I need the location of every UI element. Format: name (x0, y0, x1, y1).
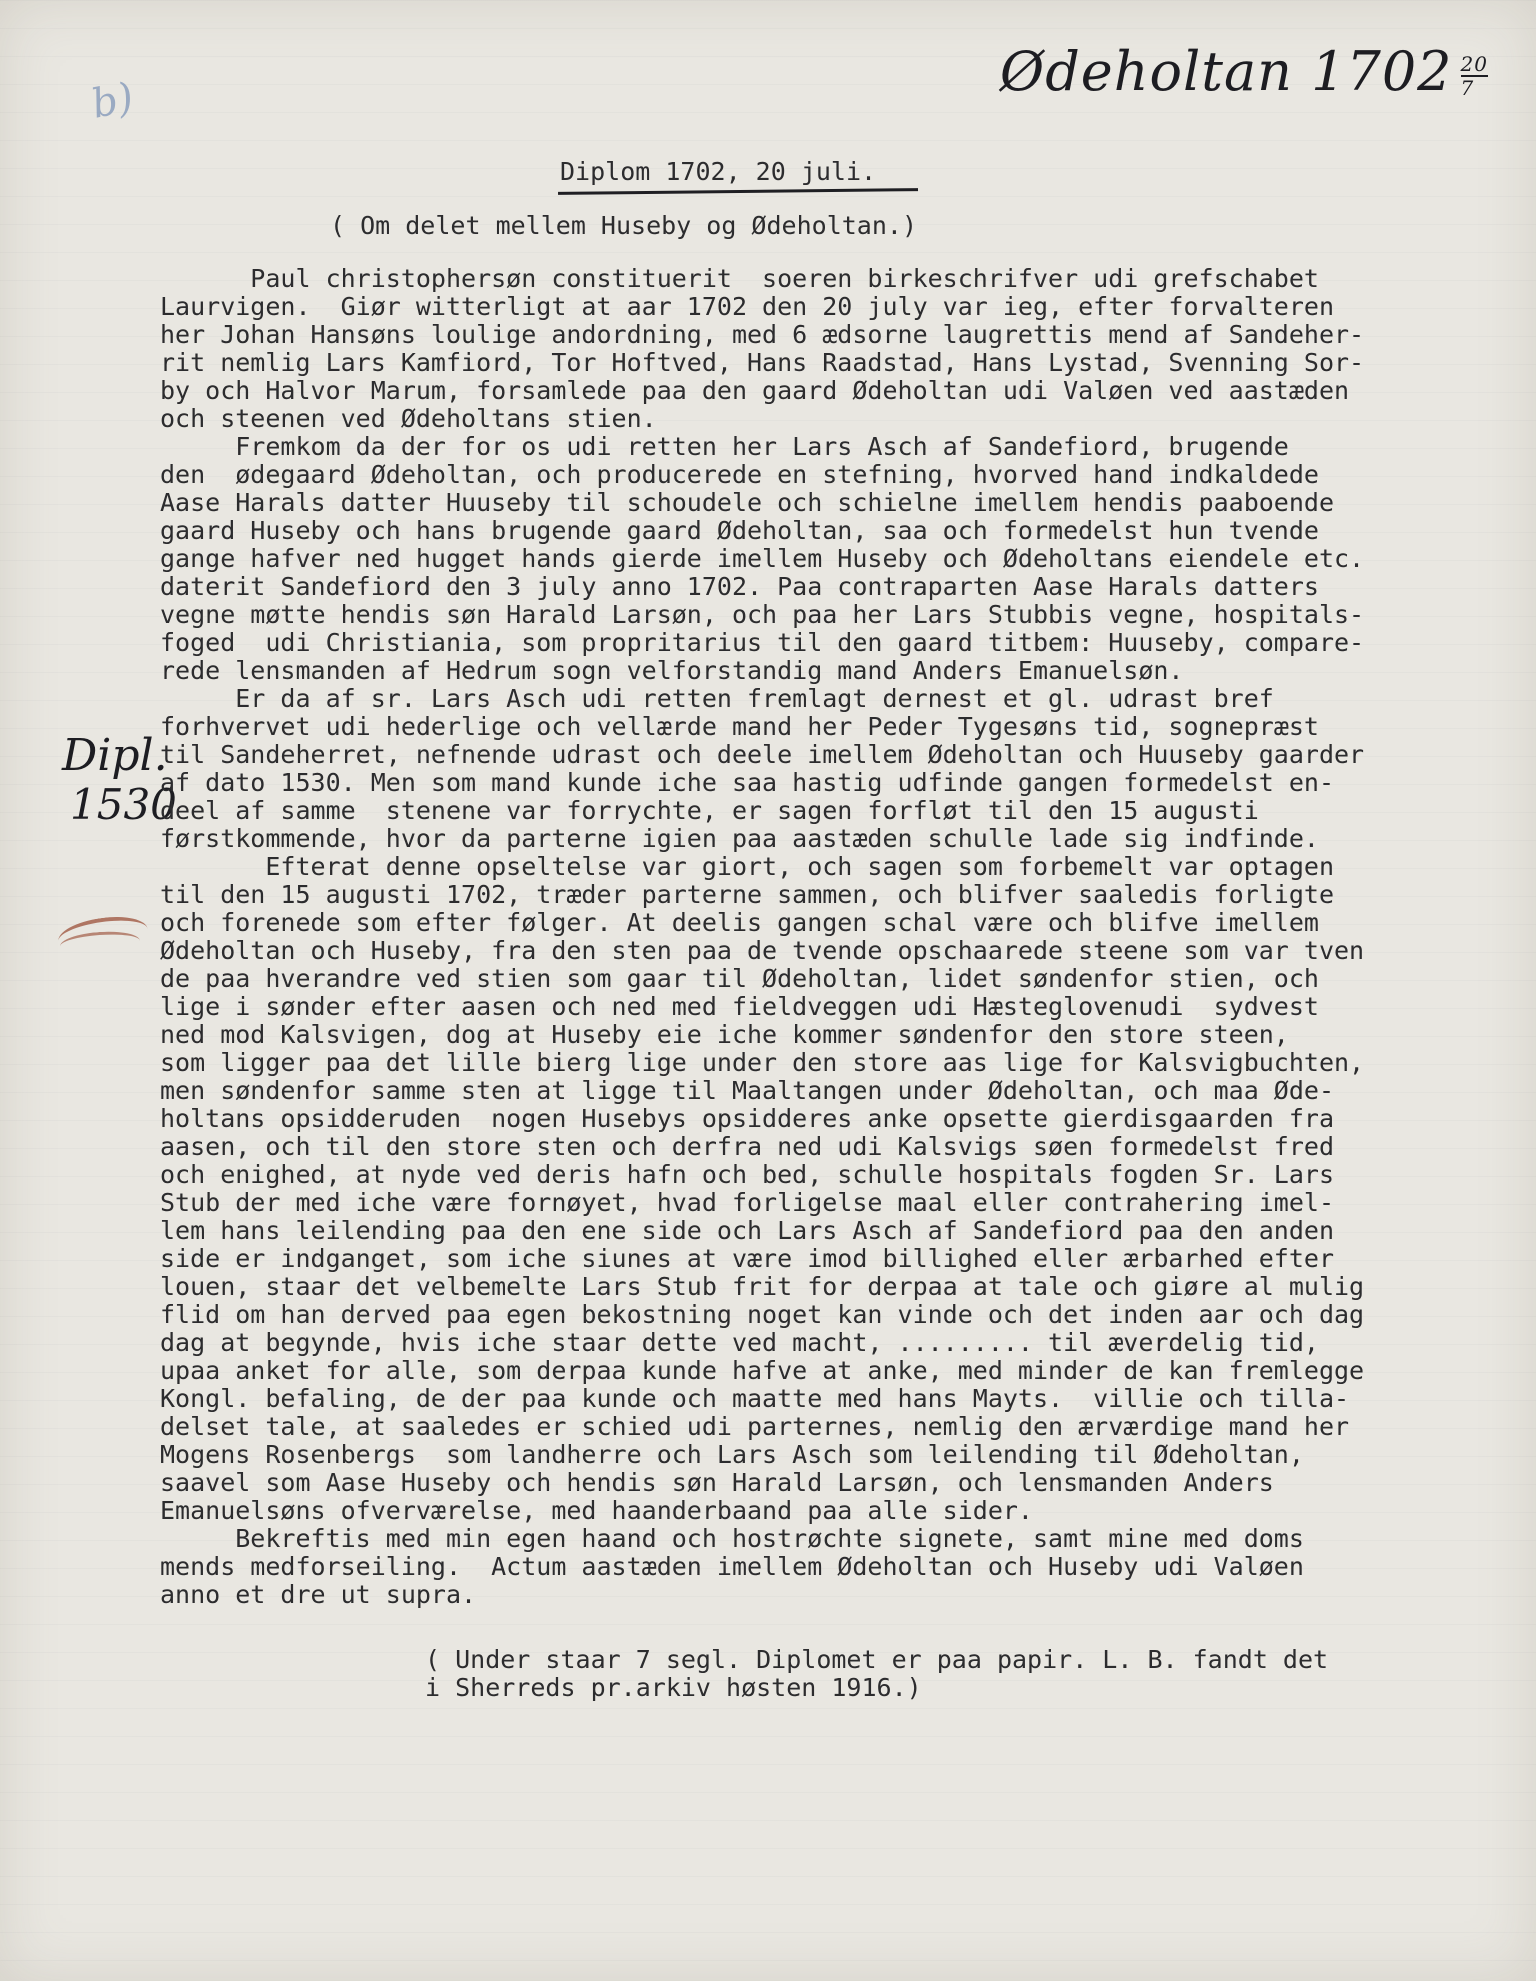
margin-note-year: 1530 (70, 780, 177, 829)
body-text-line: delset tale, at saaledes er schied udi parternes, nemlig den ærværdige mand her (160, 1412, 1350, 1441)
body-text-line: lige i sønder efter aasen och ned med fieldveggen udi Hæsteglovenudi sydvest (160, 992, 1319, 1021)
body-text-line: ned mod Kalsvigen, dog at Huseby eie iche kommer søndenfor den store steen, (160, 1020, 1289, 1049)
corner-note-text: Ødeholtan 1702 (999, 40, 1453, 103)
body-text-line: gaard Huseby och hans brugende gaard Ødeholtan, saa och formedelst hun tvende (160, 516, 1319, 545)
footer-text-line: i Sherreds pr.arkiv høsten 1916.) (425, 1673, 922, 1702)
body-text-line: daterit Sandefiord den 3 july anno 1702. Paa contraparten Aase Harals datters (160, 572, 1319, 601)
body-text-line: Emanuelsøns ofverværelse, med haanderbaand paa alle sider. (160, 1496, 1033, 1525)
body-text-line: side er indganget, som iche siunes at være imod billighed eller ærbarhed efter (160, 1244, 1334, 1273)
body-text-line: Fremkom da der for os udi retten her Lars Asch af Sandefiord, brugende (160, 432, 1289, 461)
body-text-line: saavel som Aase Huseby och hendis søn Harald Larsøn, och lensmanden Anders (160, 1468, 1274, 1497)
body-text-line: deel af samme stenene var forrychte, er sagen forfløt til den 15 augusti (160, 796, 1259, 825)
body-text-line: af dato 1530. Men som mand kunde iche saa hastig udfinde gangen formedelst en- (160, 768, 1334, 797)
body-text-line: och enighed, at nyde ved deris hafn och bed, schulle hospitals fogden Sr. Lars (160, 1160, 1334, 1189)
margin-note-dipl: Dipl. (62, 730, 168, 781)
body-text-line: førstkommende, hvor da parterne igien paa aastæden schulle lade sig indfinde. (160, 824, 1319, 853)
body-text-line: de paa hverandre ved stien som gaar til Ødeholtan, lidet søndenfor stien, och (160, 964, 1319, 993)
body-text-line: och steenen ved Ødeholtans stien. (160, 404, 657, 433)
body-text-line: Stub der med iche være fornøyet, hvad forligelse maal eller contrahering imel- (160, 1188, 1334, 1217)
body-text-line: Laurvigen. Giør witterligt at aar 1702 den 20 july var ieg, efter forvalteren (160, 292, 1334, 321)
body-text-line: aasen, och til den store sten och derfra ned udi Kalsvigs søen formedelst fred (160, 1132, 1334, 1161)
blue-pencil-mark: b) (87, 74, 138, 128)
document-body (160, 265, 1520, 1609)
body-text-line: Aase Harals datter Huuseby til schoudele och schielne imellem hendis paaboende (160, 488, 1334, 517)
body-text-line: den ødegaard Ødeholtan, och producerede en stefning, hvorved hand indkaldede (160, 460, 1319, 489)
handwritten-corner-note (1000, 40, 1488, 103)
body-text-line: som ligger paa det lille bierg lige under den store aas lige for Kalsvigbuchten, (160, 1048, 1365, 1077)
footer-text-line: ( Under staar 7 segl. Diplomet er paa papir. L. B. fandt det (425, 1645, 1329, 1674)
body-text-line: flid om han derved paa egen bekostning noget kan vinde och det inden aar och dag (160, 1300, 1365, 1329)
body-text-line: by och Halvor Marum, forsamlede paa den gaard Ødeholtan udi Valøen ved aastæden (160, 376, 1350, 405)
body-text-line: til den 15 augusti 1702, træder parterne sammen, och blifver saaledis forligte (160, 880, 1334, 909)
body-text-line: Mogens Rosenbergs som landherre och Lars Asch som leilending til Ødeholtan, (160, 1440, 1304, 1469)
body-text-line: her Johan Hansøns loulige andordning, med 6 ædsorne laugrettis mend af Sandeher- (160, 320, 1365, 349)
document-footer-note (425, 1646, 1525, 1702)
body-text-line: holtans opsidderuden nogen Husebys opsidderes anke opsette gierdisgaarden fra (160, 1104, 1334, 1133)
body-text-line: vegne møtte hendis søn Harald Larsøn, och paa her Lars Stubbis vegne, hospitals- (160, 600, 1365, 629)
body-text-line: mends medforseiling. Actum aastæden imellem Ødeholtan och Huseby udi Valøen (160, 1552, 1304, 1581)
body-text-line: forhvervet udi hederlige och vellærde mand her Peder Tygesøns tid, sognepræst (160, 712, 1319, 741)
body-text-line: rede lensmanden af Hedrum sogn velforstandig mand Anders Emanuelsøn. (160, 656, 1184, 685)
body-text-line: och forenede som efter følger. At deelis gangen schal være och blifve imellem (160, 908, 1319, 937)
body-text-line: Er da af sr. Lars Asch udi retten fremlagt dernest et gl. udrast bref (160, 684, 1274, 713)
body-text-line: foged udi Christiania, som propritarius til den gaard titbem: Huuseby, compare- (160, 628, 1365, 657)
corner-date-fraction: $\frac{20}{7}$ (1460, 52, 1488, 100)
body-text-line: gange hafver ned hugget hands gierde imellem Huseby och Ødeholtans eiendele etc. (160, 544, 1365, 573)
body-text-line: louen, staar det velbemelte Lars Stub frit for derpaa at tale och giøre al mulig (160, 1272, 1365, 1301)
body-text-line: Efterat denne opseltelse var giort, och sagen som forbemelt var optagen (160, 852, 1334, 881)
body-text-line: til Sandeherret, nefnende udrast och deele imellem Ødeholtan och Huuseby gaarder (160, 740, 1365, 769)
document-subtitle: ( Om delet mellem Huseby og Ødeholtan.) (330, 211, 917, 240)
document-title: Diplom 1702, 20 juli. (560, 157, 877, 186)
body-text-line: dag at begynde, hvis iche staar dette ved macht, ......... til æverdelig tid, (160, 1328, 1319, 1357)
body-text-line: anno et dre ut supra. (160, 1580, 477, 1609)
body-text-line: rit nemlig Lars Kamfiord, Tor Hoftved, Hans Raadstad, Hans Lystad, Svenning Sor- (160, 348, 1365, 377)
body-text-line: Bekreftis med min egen haand och hostrøchte signete, samt mine med doms (160, 1524, 1304, 1553)
body-text-line: Kongl. befaling, de der paa kunde och maatte med hans Mayts. villie och tilla- (160, 1384, 1350, 1413)
body-text-line: Paul christophersøn constituerit soeren birkeschrifver udi grefschabet (160, 264, 1319, 293)
body-text-line: Ødeholtan och Huseby, fra den sten paa de tvende opschaarede steene som var tven (160, 936, 1365, 965)
body-text-line: men søndenfor samme sten at ligge til Maaltangen under Ødeholtan, och maa Øde- (160, 1076, 1334, 1105)
body-text-line: upaa anket for alle, som derpaa kunde hafve at anke, med minder de kan fremlegge (160, 1356, 1365, 1385)
body-text-line: lem hans leilending paa den ene side och Lars Asch af Sandefiord paa den anden (160, 1216, 1334, 1245)
